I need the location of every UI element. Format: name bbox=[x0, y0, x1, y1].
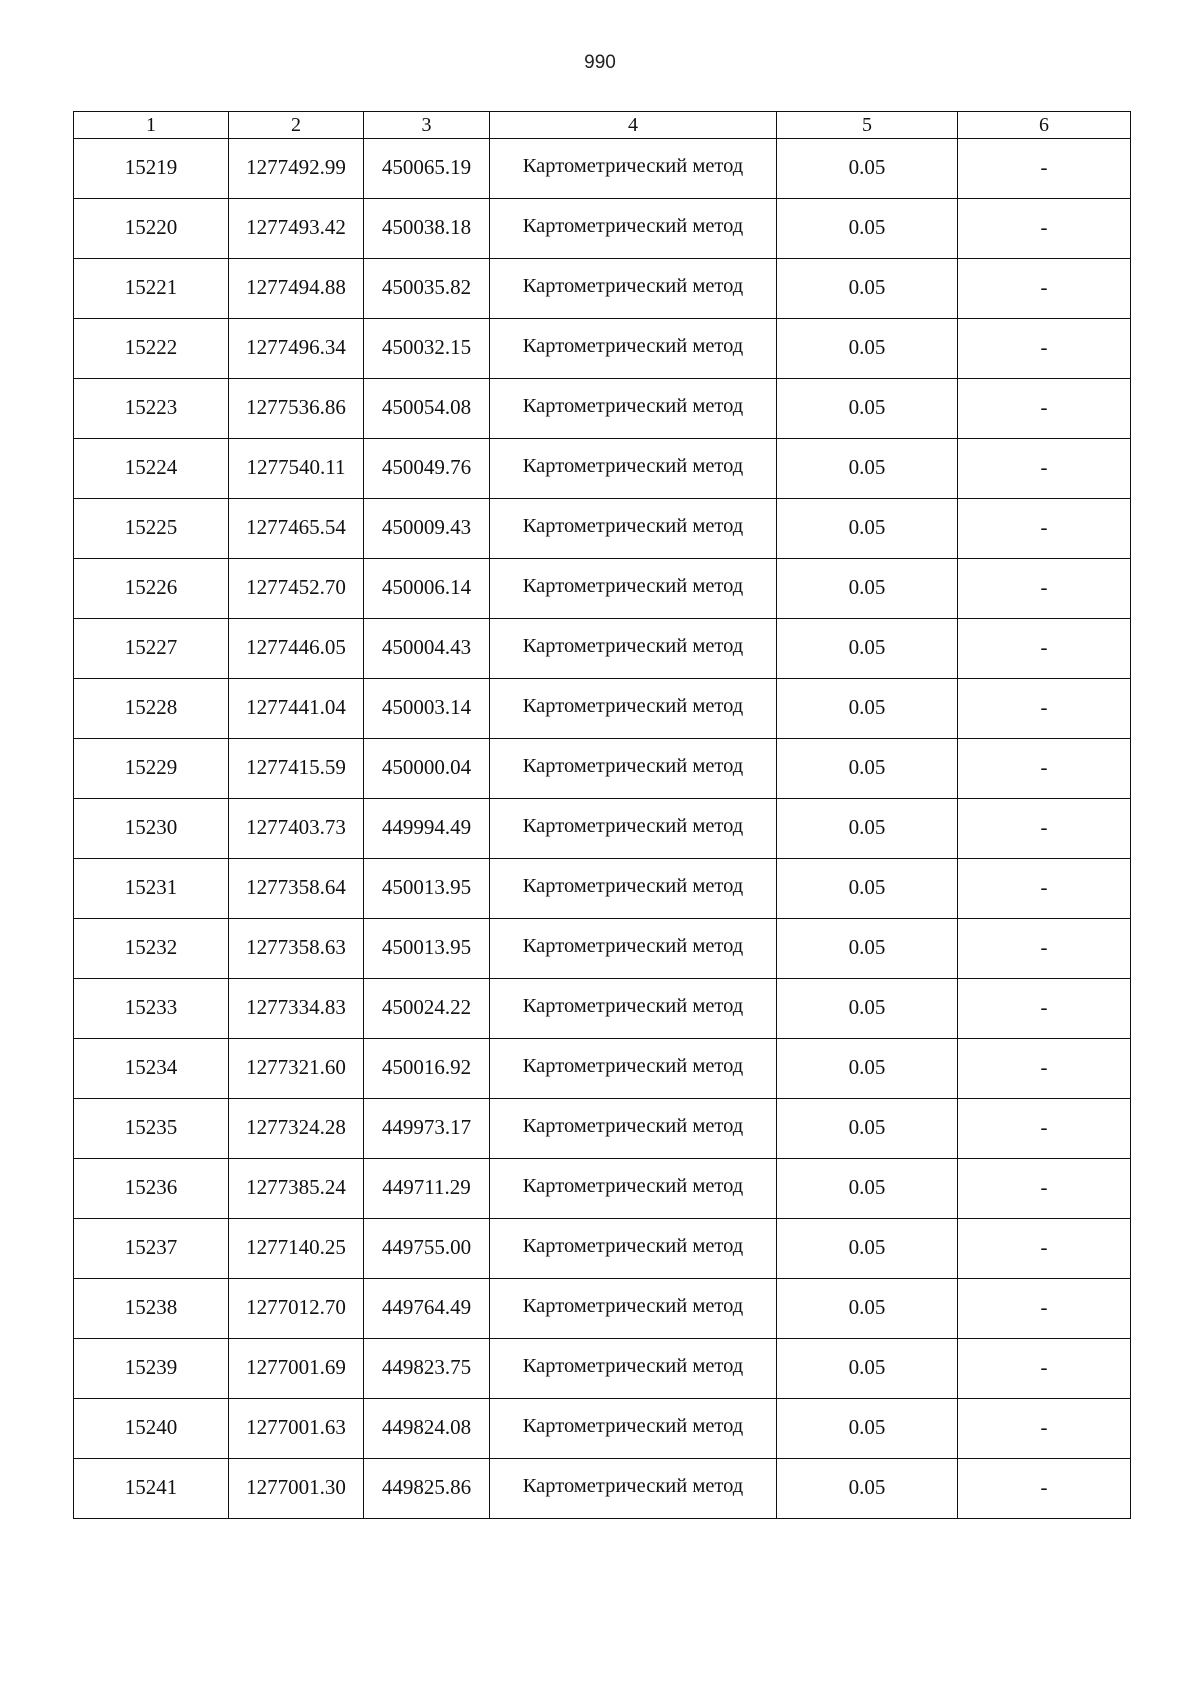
cell-coordinate-x: 1277441.04 bbox=[229, 679, 364, 739]
cell-accuracy: 0.05 bbox=[777, 919, 958, 979]
cell-method: Картометрический метод bbox=[490, 1159, 777, 1219]
cell-coordinate-x: 1277452.70 bbox=[229, 559, 364, 619]
cell-coordinate-y: 450032.15 bbox=[364, 319, 490, 379]
cell-coordinate-x: 1277540.11 bbox=[229, 439, 364, 499]
cell-coordinate-x: 1277493.42 bbox=[229, 199, 364, 259]
cell-coordinate-y: 450016.92 bbox=[364, 1039, 490, 1099]
cell-point-number: 15224 bbox=[74, 439, 229, 499]
cell-point-number: 15239 bbox=[74, 1339, 229, 1399]
cell-method: Картометрический метод bbox=[490, 799, 777, 859]
cell-coordinate-y: 450038.18 bbox=[364, 199, 490, 259]
cell-note: - bbox=[958, 259, 1131, 319]
cell-accuracy: 0.05 bbox=[777, 559, 958, 619]
cell-coordinate-x: 1277385.24 bbox=[229, 1159, 364, 1219]
cell-note: - bbox=[958, 139, 1131, 199]
table-row bbox=[74, 439, 1131, 499]
cell-point-number: 15226 bbox=[74, 559, 229, 619]
cell-coordinate-y: 450013.95 bbox=[364, 919, 490, 979]
cell-coordinate-y: 449973.17 bbox=[364, 1099, 490, 1159]
page-number: 990 bbox=[584, 52, 616, 73]
cell-coordinate-y: 450006.14 bbox=[364, 559, 490, 619]
cell-note: - bbox=[958, 799, 1131, 859]
table-body bbox=[74, 139, 1131, 1519]
cell-note: - bbox=[958, 319, 1131, 379]
cell-note: - bbox=[958, 1339, 1131, 1399]
header-row bbox=[74, 112, 1131, 139]
cell-coordinate-y: 450003.14 bbox=[364, 679, 490, 739]
cell-point-number: 15220 bbox=[74, 199, 229, 259]
table-row bbox=[74, 199, 1131, 259]
cell-coordinate-y: 450065.19 bbox=[364, 139, 490, 199]
cell-accuracy: 0.05 bbox=[777, 679, 958, 739]
cell-accuracy: 0.05 bbox=[777, 1099, 958, 1159]
cell-point-number: 15241 bbox=[74, 1459, 229, 1519]
table-row bbox=[74, 319, 1131, 379]
table-row bbox=[74, 919, 1131, 979]
cell-method: Картометрический метод bbox=[490, 1339, 777, 1399]
cell-accuracy: 0.05 bbox=[777, 199, 958, 259]
cell-note: - bbox=[958, 739, 1131, 799]
cell-note: - bbox=[958, 679, 1131, 739]
cell-accuracy: 0.05 bbox=[777, 979, 958, 1039]
cell-accuracy: 0.05 bbox=[777, 379, 958, 439]
cell-method: Картометрический метод bbox=[490, 1039, 777, 1099]
table-row bbox=[74, 559, 1131, 619]
table-row bbox=[74, 139, 1131, 199]
column-header-1: 1 bbox=[74, 112, 229, 139]
table-row bbox=[74, 1039, 1131, 1099]
cell-coordinate-y: 450024.22 bbox=[364, 979, 490, 1039]
cell-accuracy: 0.05 bbox=[777, 1279, 958, 1339]
cell-accuracy: 0.05 bbox=[777, 1399, 958, 1459]
cell-point-number: 15232 bbox=[74, 919, 229, 979]
cell-method: Картометрический метод bbox=[490, 379, 777, 439]
cell-note: - bbox=[958, 619, 1131, 679]
cell-point-number: 15240 bbox=[74, 1399, 229, 1459]
cell-accuracy: 0.05 bbox=[777, 1459, 958, 1519]
cell-coordinate-y: 450049.76 bbox=[364, 439, 490, 499]
cell-point-number: 15221 bbox=[74, 259, 229, 319]
cell-note: - bbox=[958, 1279, 1131, 1339]
table-row bbox=[74, 1459, 1131, 1519]
table-row bbox=[74, 679, 1131, 739]
table-row bbox=[74, 1159, 1131, 1219]
cell-point-number: 15231 bbox=[74, 859, 229, 919]
cell-note: - bbox=[958, 199, 1131, 259]
table-header bbox=[74, 112, 1131, 139]
cell-method: Картометрический метод bbox=[490, 1279, 777, 1339]
cell-point-number: 15222 bbox=[74, 319, 229, 379]
cell-note: - bbox=[958, 1039, 1131, 1099]
cell-coordinate-y: 450004.43 bbox=[364, 619, 490, 679]
cell-point-number: 15228 bbox=[74, 679, 229, 739]
cell-point-number: 15227 bbox=[74, 619, 229, 679]
cell-note: - bbox=[958, 1099, 1131, 1159]
table-row bbox=[74, 1399, 1131, 1459]
table-row bbox=[74, 739, 1131, 799]
cell-coordinate-x: 1277358.63 bbox=[229, 919, 364, 979]
table-row bbox=[74, 799, 1131, 859]
cell-coordinate-x: 1277334.83 bbox=[229, 979, 364, 1039]
table-row bbox=[74, 259, 1131, 319]
cell-point-number: 15234 bbox=[74, 1039, 229, 1099]
cell-coordinate-x: 1277001.69 bbox=[229, 1339, 364, 1399]
cell-accuracy: 0.05 bbox=[777, 319, 958, 379]
cell-coordinate-x: 1277358.64 bbox=[229, 859, 364, 919]
table-row bbox=[74, 1279, 1131, 1339]
table-row bbox=[74, 499, 1131, 559]
cell-coordinate-x: 1277465.54 bbox=[229, 499, 364, 559]
cell-method: Картометрический метод bbox=[490, 139, 777, 199]
cell-note: - bbox=[958, 859, 1131, 919]
cell-method: Картометрический метод bbox=[490, 739, 777, 799]
cell-method: Картометрический метод bbox=[490, 1219, 777, 1279]
cell-point-number: 15237 bbox=[74, 1219, 229, 1279]
cell-method: Картометрический метод bbox=[490, 319, 777, 379]
cell-coordinate-y: 449823.75 bbox=[364, 1339, 490, 1399]
cell-point-number: 15219 bbox=[74, 139, 229, 199]
cell-point-number: 15223 bbox=[74, 379, 229, 439]
cell-point-number: 15229 bbox=[74, 739, 229, 799]
cell-note: - bbox=[958, 379, 1131, 439]
cell-coordinate-x: 1277536.86 bbox=[229, 379, 364, 439]
cell-coordinate-y: 450013.95 bbox=[364, 859, 490, 919]
cell-coordinate-y: 449711.29 bbox=[364, 1159, 490, 1219]
cell-point-number: 15235 bbox=[74, 1099, 229, 1159]
column-header-4: 4 bbox=[490, 112, 777, 139]
cell-coordinate-y: 450035.82 bbox=[364, 259, 490, 319]
cell-coordinate-x: 1277012.70 bbox=[229, 1279, 364, 1339]
cell-point-number: 15238 bbox=[74, 1279, 229, 1339]
cell-note: - bbox=[958, 559, 1131, 619]
cell-method: Картометрический метод bbox=[490, 499, 777, 559]
coordinates-table bbox=[73, 111, 1131, 1519]
cell-point-number: 15233 bbox=[74, 979, 229, 1039]
cell-coordinate-y: 449764.49 bbox=[364, 1279, 490, 1339]
column-header-2: 2 bbox=[229, 112, 364, 139]
cell-accuracy: 0.05 bbox=[777, 619, 958, 679]
cell-accuracy: 0.05 bbox=[777, 1159, 958, 1219]
cell-coordinate-x: 1277140.25 bbox=[229, 1219, 364, 1279]
cell-method: Картометрический метод bbox=[490, 619, 777, 679]
cell-method: Картометрический метод bbox=[490, 199, 777, 259]
column-header-3: 3 bbox=[364, 112, 490, 139]
cell-coordinate-y: 449994.49 bbox=[364, 799, 490, 859]
table-row bbox=[74, 1219, 1131, 1279]
cell-method: Картометрический метод bbox=[490, 439, 777, 499]
cell-accuracy: 0.05 bbox=[777, 799, 958, 859]
cell-method: Картометрический метод bbox=[490, 1459, 777, 1519]
table-row bbox=[74, 859, 1131, 919]
cell-point-number: 15230 bbox=[74, 799, 229, 859]
cell-coordinate-x: 1277492.99 bbox=[229, 139, 364, 199]
cell-coordinate-y: 450000.04 bbox=[364, 739, 490, 799]
cell-coordinate-x: 1277403.73 bbox=[229, 799, 364, 859]
cell-coordinate-y: 449824.08 bbox=[364, 1399, 490, 1459]
cell-method: Картометрический метод bbox=[490, 919, 777, 979]
cell-method: Картометрический метод bbox=[490, 1399, 777, 1459]
table-row bbox=[74, 1339, 1131, 1399]
cell-note: - bbox=[958, 979, 1131, 1039]
cell-accuracy: 0.05 bbox=[777, 259, 958, 319]
cell-coordinate-x: 1277446.05 bbox=[229, 619, 364, 679]
cell-method: Картометрический метод bbox=[490, 679, 777, 739]
cell-coordinate-x: 1277001.30 bbox=[229, 1459, 364, 1519]
cell-coordinate-y: 450054.08 bbox=[364, 379, 490, 439]
cell-note: - bbox=[958, 1159, 1131, 1219]
cell-coordinate-x: 1277001.63 bbox=[229, 1399, 364, 1459]
cell-accuracy: 0.05 bbox=[777, 1339, 958, 1399]
cell-point-number: 15225 bbox=[74, 499, 229, 559]
cell-coordinate-x: 1277415.59 bbox=[229, 739, 364, 799]
cell-accuracy: 0.05 bbox=[777, 1039, 958, 1099]
table-row bbox=[74, 979, 1131, 1039]
cell-note: - bbox=[958, 499, 1131, 559]
cell-note: - bbox=[958, 919, 1131, 979]
table-row bbox=[74, 1099, 1131, 1159]
cell-coordinate-x: 1277321.60 bbox=[229, 1039, 364, 1099]
cell-coordinate-y: 450009.43 bbox=[364, 499, 490, 559]
cell-note: - bbox=[958, 1459, 1131, 1519]
cell-accuracy: 0.05 bbox=[777, 439, 958, 499]
column-header-5: 5 bbox=[777, 112, 958, 139]
cell-coordinate-x: 1277494.88 bbox=[229, 259, 364, 319]
cell-note: - bbox=[958, 1219, 1131, 1279]
cell-method: Картометрический метод bbox=[490, 979, 777, 1039]
cell-method: Картометрический метод bbox=[490, 1099, 777, 1159]
cell-note: - bbox=[958, 439, 1131, 499]
cell-accuracy: 0.05 bbox=[777, 739, 958, 799]
column-header-6: 6 bbox=[958, 112, 1131, 139]
cell-accuracy: 0.05 bbox=[777, 1219, 958, 1279]
cell-note: - bbox=[958, 1399, 1131, 1459]
table-row bbox=[74, 619, 1131, 679]
cell-method: Картометрический метод bbox=[490, 559, 777, 619]
cell-accuracy: 0.05 bbox=[777, 139, 958, 199]
cell-coordinate-y: 449755.00 bbox=[364, 1219, 490, 1279]
cell-accuracy: 0.05 bbox=[777, 859, 958, 919]
cell-accuracy: 0.05 bbox=[777, 499, 958, 559]
cell-method: Картометрический метод bbox=[490, 859, 777, 919]
cell-coordinate-y: 449825.86 bbox=[364, 1459, 490, 1519]
cell-coordinate-x: 1277496.34 bbox=[229, 319, 364, 379]
cell-point-number: 15236 bbox=[74, 1159, 229, 1219]
table-row bbox=[74, 379, 1131, 439]
cell-coordinate-x: 1277324.28 bbox=[229, 1099, 364, 1159]
cell-method: Картометрический метод bbox=[490, 259, 777, 319]
